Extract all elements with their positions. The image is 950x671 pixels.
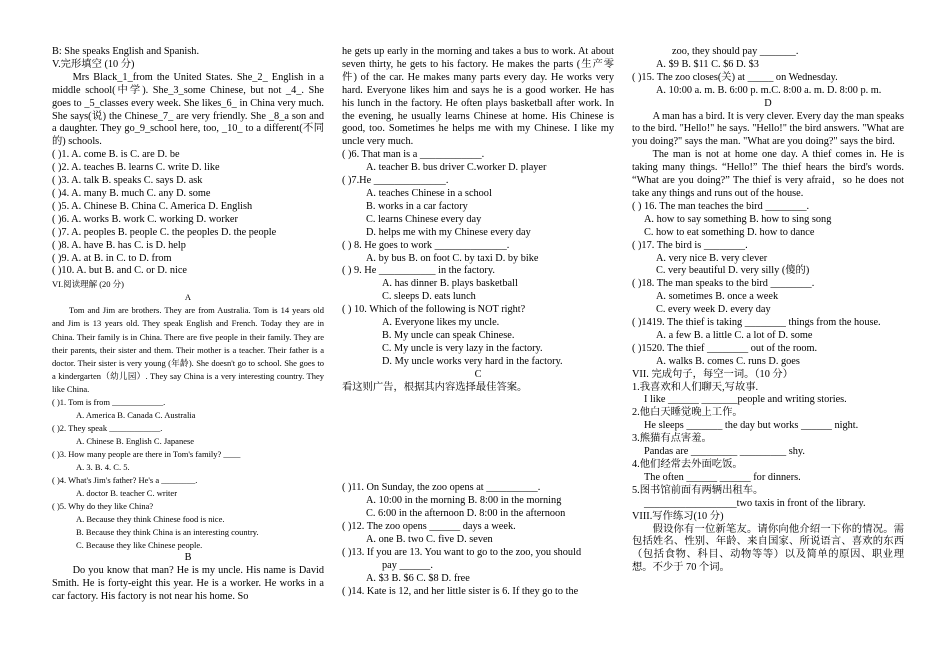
col2-line: C. sleeps D. eats lunch [382,291,476,303]
col3-line: 3.熊猫有点害羞。 [632,433,712,445]
col3-line: ( )17. The bird is ________. [632,239,748,251]
col1-line: A. doctor B. teacher C. writer [76,488,178,499]
col3-line: He sleeps _______ the day but works ______ night. [644,420,859,432]
col3-line: The often ______ ______ for dinners. [644,471,801,483]
col2-line: 看这则广告，根据其内容选择最佳答案。 [342,381,528,393]
col2-line: ( ) 9. He ___________ in the factory. [342,265,495,277]
col1-line: ( )7. A. peoples B. people C. the peoples D. the people [52,226,277,238]
col1-line: ( )5. Why do they like China? [52,501,154,512]
col1-line: C. Because they like Chinese people. [76,540,203,551]
column-right [632,46,904,575]
col2-line: A. teacher B. bus driver C.worker D. player [366,162,547,174]
col3-line: VIII.写作练习(10 分) [632,510,724,522]
col1-line: B [184,552,192,564]
col2-line: D. helps me with my Chinese every day [366,226,531,238]
col3-line: VII. 完成句子，每空一词。（10 分） [632,368,794,380]
col2-line: C. My uncle is very lazy in the factory. [382,342,543,354]
col2-line: he gets up early in the morning and takes a bus to work. At about seven thirty, he gets to his factory. He makes the parts (生产零件) of the car. He makes many parts every day. He works very hard. Everyone likes him and says he is a good worker. He has his lunch in the factory. He often plays basketball after work. In the evening, he usually learns Chinese at home. His Chinese is good, too. Sometimes he helps me with my Chinese. I like my uncle very much. [342,46,614,148]
col2-line: A. teaches Chinese in a school [366,187,492,199]
col3-line: A. $9 B. $11 C. $6 D. $3 [656,58,759,70]
col3-line: 假设你有一位新笔友。请你向他介绍一下你的情况。需包括姓名、性别、年龄、来自国家、所说语言、喜欢的东西（包括食物、科目、动物等等）以及简单的原因、职业理想。不少于 70 个词。 [632,523,904,574]
col3-line: A. a few B. a little C. a lot of D. some [656,329,813,341]
col3-line: I like ______ _______people and writing stories. [644,394,847,406]
col2-line: A. 10:00 in the morning B. 8:00 in the morning [366,495,562,507]
col1-line: Mrs Black_1_from the United States. She_2_ English in a middle school(中学). She_3_some Chinese, but not _4_. She goes to _5_classes every week. She likes_6_ in China very much. She says(说) the Chinese_7_ are very friendly. She _8_a son and a daughter. They go_9_school here, too, _10_ to a different(不同的) schools. [52,71,324,148]
col3-line: C. how to eat something D. how to dance [644,226,815,238]
col3-line: 4.他们经常去外面吃饭。 [632,459,743,470]
col3-line: ( )15. The zoo closes(关) at _____ on Wednesday. [632,71,838,83]
col2-line: C. learns Chinese every day [366,213,482,225]
col2-line: C [474,368,482,380]
col2-line: A. by bus B. on foot C. by taxi D. by bike [366,252,539,264]
col1-line: ( )10. A. but B. and C. or D. nice [52,265,187,277]
col3-line: Pandas are _________ _________ shy. [644,446,805,458]
col3-line: A. 10:00 a. m. B. 6:00 p. m.C. 8:00 a. m. D. 8:00 p. m. [656,84,882,96]
col1-line: ( )6. A. works B. work C. working D. worker [52,213,238,225]
col1-line: ( )4. A. many B. much C. any D. some [52,187,211,199]
col1-line: ( )2. A. teaches B. learns C. write D. like [52,162,220,174]
col3-line: A man has a bird. It is very clever. Every day the man speaks to the bird. "Hello!" he says. "Hello!" the bird answers. "What are you doing?" says the man. "What are you doing?" says the bird. [632,110,904,148]
column-left [52,46,324,604]
col3-line: The man is not at home one day. A thief comes in. He is taking many things. “Hello!” The thief hears the bird's words. “What are you doing?” The thief is very afraid，so he does not take any things and runs out of the house. [632,149,904,199]
col2-line: pay ______. [382,559,433,571]
col1-line: V.完形填空 (10 分) [52,58,135,70]
column-middle [342,46,614,599]
col2-line: ( )14. Kate is 12, and her little sister is 6. If they go to the [342,585,579,597]
col1-line: Tom and Jim are brothers. They are from Australia. Tom is 14 years old and Jim is 13 years old. They speak English and French. Today they are in China. Their family is in China. There are five people in their family. They are their parents, their sister and them. Their mother is a teacher. Their father is a doctor. Their sister is very young (年龄). She doesn't go to school. She goes to a kindergarten（幼儿园）. They say China is a very interesting country. They like China. [52,305,324,394]
col3-line: A. very nice B. very clever [656,252,768,264]
col2-line: ( )12. The zoo opens ______ days a week. [342,521,516,533]
col1-line: ( )1. Tom is from ____________. [52,396,166,407]
col2-line: ( )13. If you are 13. You want to go to the zoo, you should [342,547,582,558]
col2-line: D. My uncle works very hard in the factory. [382,355,563,367]
col2-line: B. My uncle can speak Chinese. [382,329,515,341]
col3-line: zoo, they should pay _______. [672,46,799,57]
col2-line: ( )11. On Sunday, the zoo opens at __________. [342,482,541,494]
col3-line: A. sometimes B. once a week [656,291,779,303]
col1-line: ( )2. They speak ____________. [52,422,163,433]
col3-line: __________________two taxis in front of the library. [644,497,866,509]
col1-line: B: She speaks English and Spanish. [52,46,200,57]
col1-line: A. America B. Canada C. Australia [76,409,196,420]
col3-line: A. how to say something B. how to sing song [644,213,832,225]
col3-line: C. very beautiful D. very silly (傻的) [656,265,810,277]
col1-line: ( )5. A. Chinese B. China C. America D. English [52,200,253,212]
col3-line: ( )1520. The thief ________ out of the room. [632,342,818,354]
col2-line: C. 6:00 in the afternoon D. 8:00 in the afternoon [366,508,566,520]
col3-line: C. every week D. every day [656,304,771,316]
col2-line: ( )6. That man is a ____________. [342,149,485,161]
col1-line: ( )8. A. have B. has C. is D. help [52,239,186,251]
col2-line: A. has dinner B. plays basketball [382,278,518,290]
col2-line: ( ) 10. Which of the following is NOT right? [342,304,526,316]
col1-line: ( )4. What's Jim's father? He's a ________. [52,475,198,486]
col3-line: ( ) 16. The man teaches the bird ________. [632,200,810,212]
col2-line: ( )7.He ______________. [342,175,449,187]
col2-line: A. one B. two C. five D. seven [366,534,493,546]
col3-line: 2.他白天睡觉晚上工作。 [632,407,743,419]
col3-line: 5.图书馆前面有两辆出租车。 [632,484,764,496]
col3-line: A. walks B. comes C. runs D. goes [656,355,800,367]
col1-line: VI.阅读理解 (20 分) [52,279,125,290]
col1-line: ( )9. A. at B. in C. to D. from [52,252,172,264]
col1-line: ( )1. A. come B. is C. are D. be [52,149,180,161]
col1-line: A. 3. B. 4. C. 5. [76,461,130,472]
col3-line: D [764,97,772,109]
col2-line: ( ) 8. He goes to work ______________. [342,239,510,251]
col3-line: 1.我喜欢和人们聊天,写故事. [632,381,759,393]
col1-line: B. Because they think China is an interesting country. [76,527,259,538]
col3-line: ( )1419. The thief is taking ________ things from the house. [632,317,881,329]
col1-line: ( )3. How many people are there in Tom's family? ____ [52,448,241,459]
col2-line [342,394,614,482]
col1-line: A. Chinese B. English C. Japanese [76,435,195,446]
col2-line: A. Everyone likes my uncle. [382,317,500,329]
col2-line: A. $3 B. $6 C. $8 D. free [366,572,470,584]
col1-line: A [184,292,192,303]
col1-line: ( )3. A. talk B. speaks C. says D. ask [52,175,203,187]
col3-line: ( )18. The man speaks to the bird ________. [632,278,815,290]
col2-line: B. works in a car factory [366,200,468,212]
col1-line: A. Because they think Chinese food is nice. [76,514,225,525]
col1-line: Do you know that man? He is my uncle. His name is David Smith. He is forty-eight this year. He is a worker. He works in a car factory. His factory is not near his home. So [52,565,324,603]
